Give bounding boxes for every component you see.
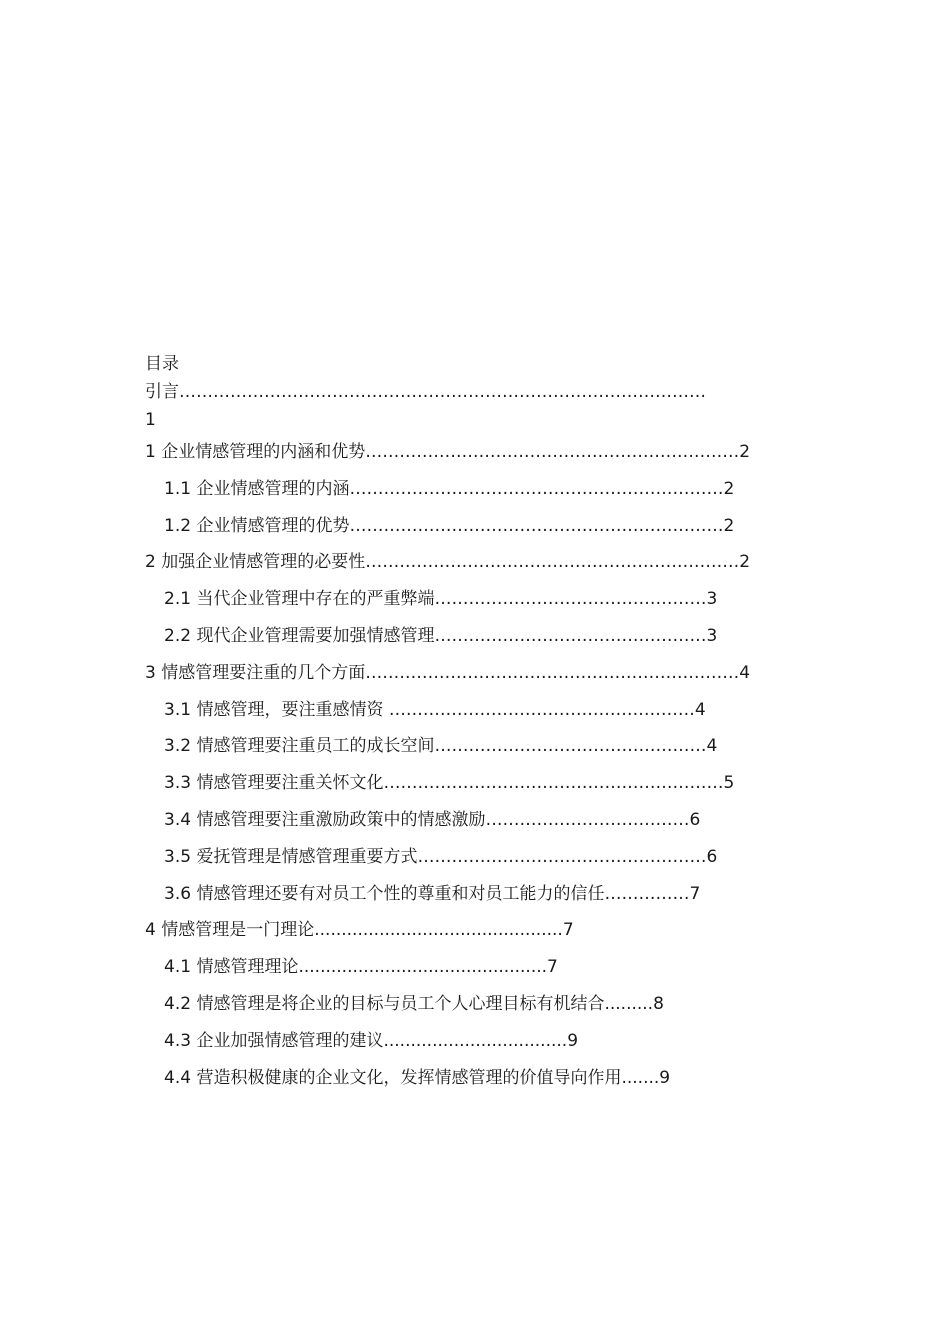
toc-leader-dots: ………………………………………… (434, 589, 707, 610)
toc-entry-page-number: 4 (739, 662, 751, 683)
toc-leader-dots: .............................................. (314, 920, 563, 941)
toc-entry-text: 3 情感管理要注重的几个方面 (145, 662, 366, 683)
toc-entry-text: 4 情感管理是一门理论 (145, 920, 315, 941)
toc-entry-page-number: 9 (567, 1030, 579, 1051)
toc-entry-page-number: 3 (706, 625, 718, 646)
toc-entry-text: 3.3 情感管理要注重关怀文化 (164, 773, 384, 794)
toc-leader-dots: ………………………………………………………… (365, 442, 740, 462)
toc-section-entry[interactable] (145, 544, 805, 581)
toc-subsection-entry[interactable] (145, 986, 805, 1023)
toc-entry-list (145, 434, 805, 1096)
toc-leader-dots: ………………………………………… (434, 625, 707, 646)
toc-entry-page-number: 4 (694, 699, 706, 720)
toc-entry-page-number: 1 (145, 410, 156, 430)
toc-leader-dots: ………………………………………………………… (365, 662, 740, 683)
toc-leader-dots: …………… (604, 883, 690, 904)
toc-leader-dots: ………………………………………………………… (349, 478, 724, 499)
toc-entry-page-number: 2 (723, 515, 735, 536)
toc-entry-page-number: 7 (547, 957, 558, 978)
toc-section-entry[interactable] (145, 434, 805, 471)
toc-section-entry[interactable] (145, 655, 805, 692)
toc-entry-page-number: 7 (562, 920, 574, 941)
toc-entry-text: 2.1 当代企业管理中存在的严重弊端 (164, 589, 435, 610)
toc-entry-text: 4.1 情感管理理论 (164, 957, 299, 978)
toc-subsection-entry[interactable] (145, 1060, 805, 1097)
toc-subsection-entry[interactable] (145, 839, 805, 876)
toc-leader-dots: …………………………………………………… (383, 773, 724, 794)
toc-entry-text: 3.1 情感管理，要注重感情资 (164, 699, 389, 720)
toc-leader-dots: ………………………………………… (434, 736, 707, 757)
toc-subsection-entry[interactable] (145, 692, 805, 729)
toc-subsection-entry[interactable] (145, 802, 805, 839)
toc-entry-page-number: 6 (706, 846, 718, 867)
toc-entry-text: 4.4 营造积极健康的企业文化，发挥情感管理的价值导向作用 (164, 1067, 622, 1088)
toc-entry-page-number: 7 (689, 883, 701, 904)
toc-leader-dots: ………………………………………………………… (349, 515, 724, 536)
toc-title: 目录 (145, 354, 179, 374)
toc-entry-text: 3.4 情感管理要注重激励政策中的情感激励 (164, 809, 486, 830)
toc-entry-page-number: 2 (739, 552, 751, 573)
toc-entry-page-number: 6 (689, 809, 701, 830)
toc-subsection-entry[interactable] (145, 618, 805, 655)
toc-entry-page-number: 3 (706, 589, 718, 610)
toc-entry-text: 2 加强企业情感管理的必要性 (145, 552, 366, 573)
toc-entry-text: 3.5 爱抚管理是情感管理重要方式 (164, 846, 418, 867)
toc-leader-dots: ……………………………………………… (388, 699, 695, 720)
toc-entry-page-number: 9 (659, 1067, 671, 1088)
toc-subsection-entry[interactable] (145, 508, 805, 545)
toc-subsection-entry[interactable] (145, 876, 805, 913)
toc-entry-page-number: 4 (706, 736, 718, 757)
toc-subsection-entry[interactable] (145, 581, 805, 618)
toc-leader-dots: ………………………………………………………… (365, 552, 740, 573)
toc-subsection-entry[interactable] (145, 949, 805, 986)
toc-entry-text: 1.1 企业情感管理的内涵 (164, 478, 350, 499)
toc-entry-text: 1 企业情感管理的内涵和优势 (145, 442, 366, 462)
toc-leader-dots: .............................................. (298, 957, 548, 978)
toc-entry-text: 1.2 企业情感管理的优势 (164, 515, 350, 536)
toc-entry-text: 引言 (145, 382, 179, 402)
table-of-contents (145, 350, 805, 1096)
toc-subsection-entry[interactable] (145, 728, 805, 765)
toc-subsection-entry[interactable] (145, 765, 805, 802)
toc-section-entry[interactable] (145, 912, 805, 949)
toc-subsection-entry[interactable] (145, 1023, 805, 1060)
toc-leader-dots: …………………………………………… (417, 846, 707, 867)
toc-entry-page-number: 8 (653, 993, 664, 1014)
toc-leader-dots: ……………………………… (485, 809, 690, 830)
toc-leader-dots: ………………………………………………………………………………… (179, 382, 706, 402)
toc-subsection-entry[interactable] (145, 471, 805, 508)
toc-entry-text: 3.2 情感管理要注重员工的成长空间 (164, 736, 435, 757)
toc-entry-intro[interactable] (145, 378, 800, 406)
toc-entry-text: 4.2 情感管理是将企业的目标与员工个人心理目标有机结合 (164, 993, 605, 1014)
toc-entry-page-number: 5 (723, 773, 735, 794)
toc-leader-dots: .................................. (383, 1030, 568, 1051)
toc-entry-text: 2.2 现代企业管理需要加强情感管理 (164, 625, 435, 646)
toc-entry-text: 3.6 情感管理还要有对员工个性的尊重和对员工能力的信任 (164, 883, 605, 904)
toc-entry-page-number: 2 (723, 478, 735, 499)
toc-leader-dots: ....... (621, 1067, 660, 1088)
toc-entry-page-number: 2 (739, 442, 751, 462)
toc-entry-text: 4.3 企业加强情感管理的建议 (164, 1030, 384, 1051)
toc-leader-dots: ......... (604, 993, 654, 1014)
